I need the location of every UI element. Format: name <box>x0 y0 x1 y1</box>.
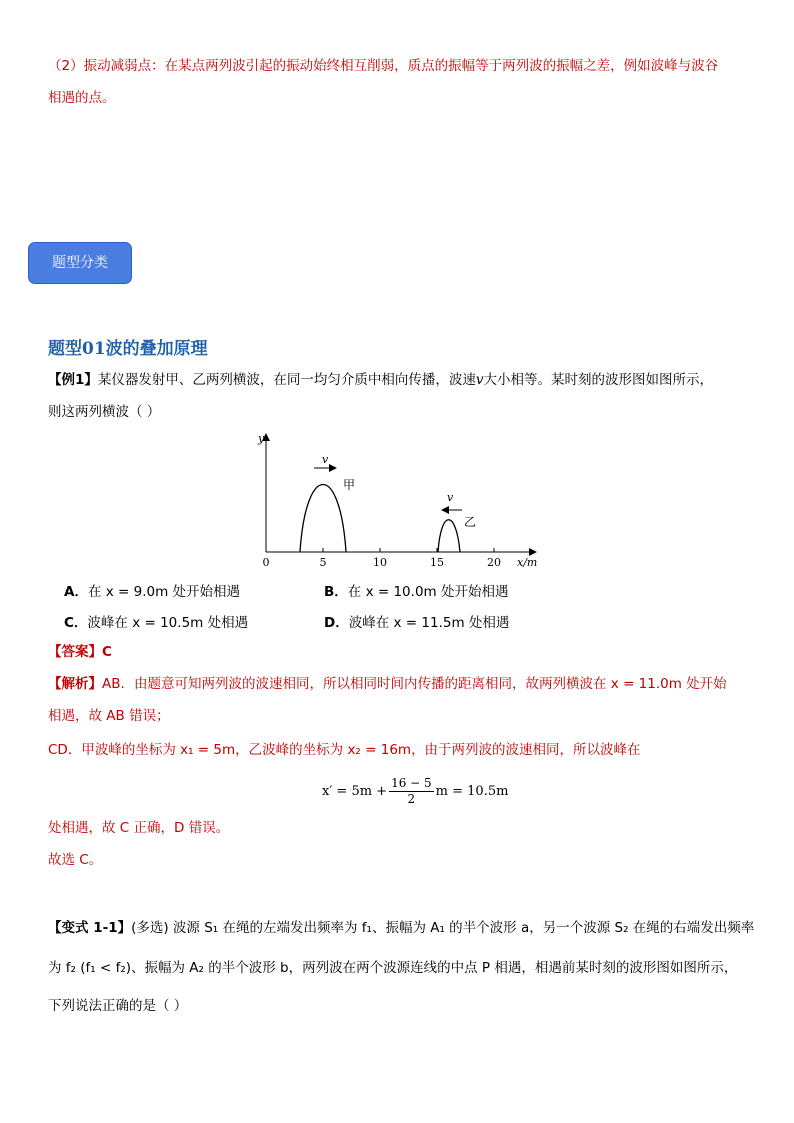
variant-line-2: 为 f₂ (f₁ < f₂)、振幅为 A₂ 的半个波形 b，两列波在两个波源连线的中点 P 相遇，相遇前某时刻的波形图如图所示， <box>48 960 738 976</box>
option-a[interactable] <box>64 580 240 600</box>
answer-label: 【答案】 <box>48 644 102 660</box>
example-text-a: 某仪器发射甲、乙两列横波，在同一均匀介质中相向传播，波速 <box>97 372 476 388</box>
analysis-line-2: 相遇，故 AB 错误； <box>48 708 170 724</box>
x-axis-label: x/m <box>517 556 538 569</box>
example-label: 【例1】 <box>48 372 98 388</box>
formula-fraction <box>389 776 434 807</box>
analysis-label: 【解析】 <box>48 676 102 692</box>
option-b-key: B． <box>324 584 348 600</box>
velocity-symbol: v <box>475 372 484 388</box>
option-c-key: C． <box>64 615 88 631</box>
x-tick-label-20: 20 <box>487 556 501 569</box>
wave-a-pulse <box>300 485 346 553</box>
x-tick-label-10: 10 <box>373 556 387 569</box>
section-title: 题型01波的叠加原理 <box>48 339 208 359</box>
x-tick-label-5: 5 <box>319 556 327 569</box>
answer-line <box>48 642 112 662</box>
formula <box>322 776 508 807</box>
category-tag-button[interactable]: 题型分类 <box>28 242 132 284</box>
wave-b-pulse <box>438 520 460 552</box>
analysis-text-1: AB．由题意可知两列波的波速相同，所以相同时间内传播的距离相同，故两列横波在 x = 11.0m 处开始 <box>102 676 727 692</box>
option-d-key: D． <box>324 615 349 631</box>
variant-text-1: (多选) 波源 S₁ 在绳的左端发出频率为 f₁、振幅为 A₁ 的半个波形 a，另一个波源 S₂ 在绳的右端发出频率 <box>131 920 755 936</box>
waveform-figure <box>250 426 550 571</box>
option-b-text: 在 x = 10.0m 处开始相遇 <box>347 584 509 600</box>
formula-denominator: 2 <box>407 792 416 806</box>
analysis-line-1 <box>48 674 727 694</box>
intro-line-1: （2）振动减弱点：在某点两列波引起的振动始终相互削弱，质点的振幅等于两列波的振幅之差，例如波峰与波谷 <box>48 58 719 74</box>
y-axis-label: y <box>258 432 265 445</box>
formula-left: x′ = 5m + <box>322 784 388 799</box>
analysis-line-4: 处相遇，故 C 正确，D 错误。 <box>48 820 230 836</box>
wave-a-velocity-label: v <box>322 453 329 466</box>
option-b[interactable] <box>324 580 508 600</box>
option-c-text: 波峰在 x = 10.5m 处相遇 <box>87 615 249 631</box>
option-d-text: 波峰在 x = 11.5m 处相遇 <box>348 615 510 631</box>
option-c[interactable] <box>64 611 248 631</box>
option-d[interactable] <box>324 611 509 631</box>
variant-label: 【变式 1-1】 <box>48 920 132 936</box>
analysis-line-3: CD．甲波峰的坐标为 x₁ = 5m，乙波峰的坐标为 x₂ = 16m，由于两列波的波速相同，所以波峰在 <box>48 742 641 758</box>
x-tick-label-0: 0 <box>262 556 270 569</box>
example-question-line-1 <box>48 370 713 390</box>
formula-right: m = 10.5m <box>435 784 509 799</box>
option-a-text: 在 x = 9.0m 处开始相遇 <box>87 584 241 600</box>
variant-line-3: 下列说法正确的是（ ） <box>48 998 188 1014</box>
example-text-b: 大小相等。某时刻的波形图如图所示， <box>483 372 714 388</box>
example-question-line-2: 则这两列横波（ ） <box>48 404 161 420</box>
answer-value: C <box>102 644 112 660</box>
wave-a-label: 甲 <box>343 478 356 492</box>
intro-line-2: 相遇的点。 <box>48 90 116 106</box>
x-tick-label-15: 15 <box>430 556 444 569</box>
option-a-key: A． <box>64 584 88 600</box>
wave-b-label: 乙 <box>464 515 477 529</box>
formula-numerator: 16 − 5 <box>391 776 432 790</box>
analysis-line-5: 故选 C。 <box>48 852 103 868</box>
wave-b-velocity-label: v <box>447 491 454 504</box>
variant-line-1 <box>48 918 778 938</box>
